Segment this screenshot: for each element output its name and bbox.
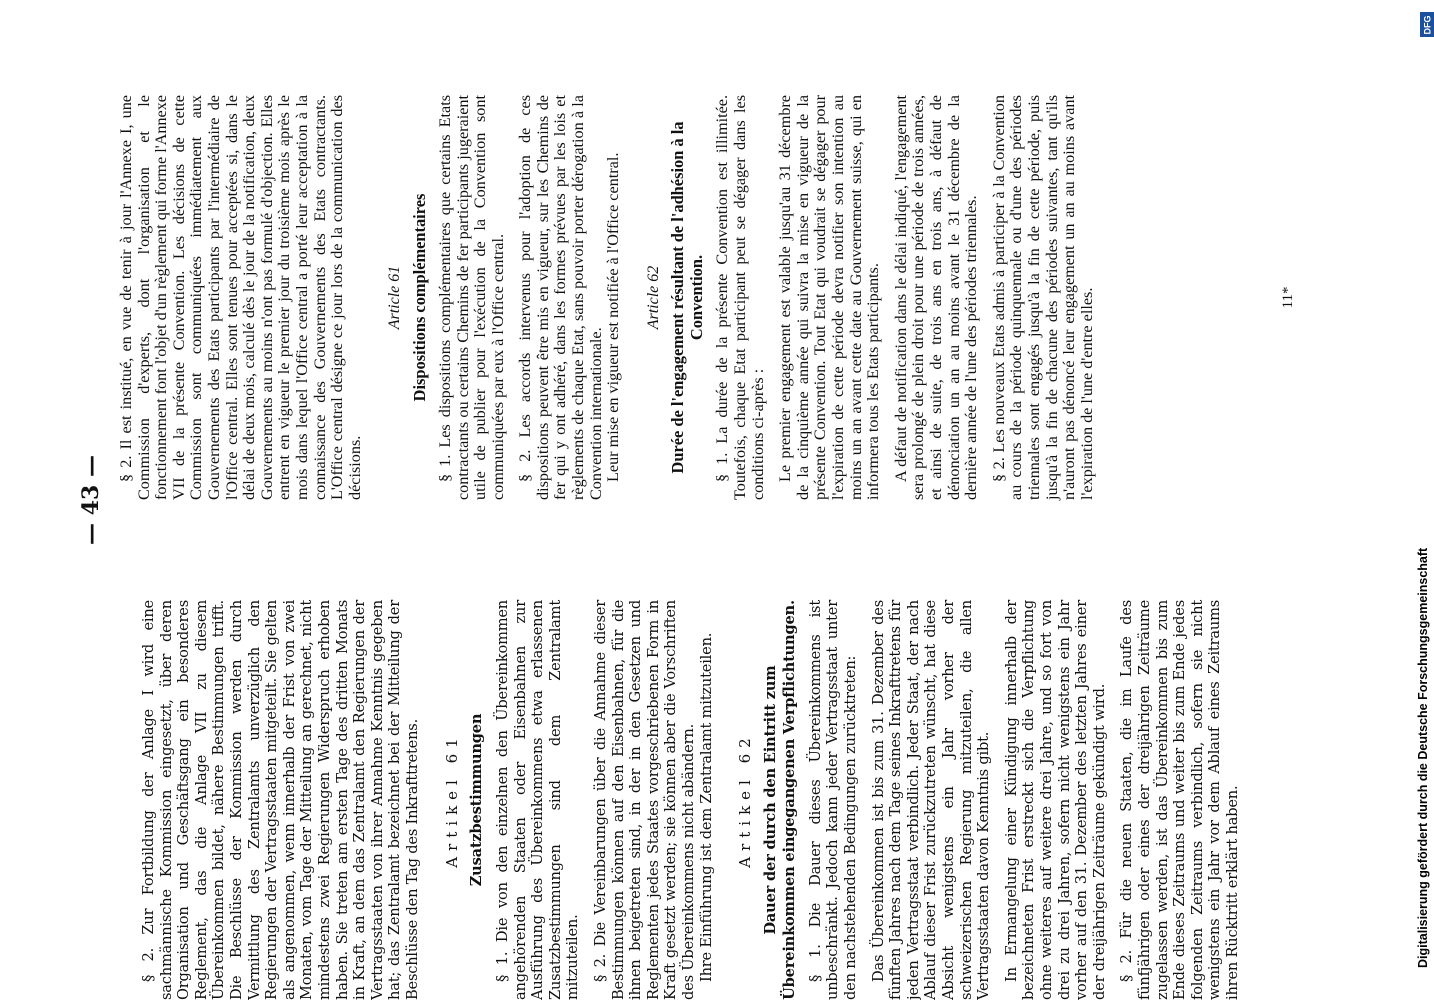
french-article-62-number: Article 62 — [644, 265, 662, 330]
signature-mark: 11* — [1280, 286, 1296, 309]
german-article-62-para-2: Das Übereinkommen ist bis zum 31. Dezember des fünften Jahres nach dem Tage seines Inkrafttretens für jeden Vertragsstaat verbindlich. Jeder Staat, der nach Ablauf dieser Frist zurückzutreten wünscht, hat diese Absicht wenigstens ein Jahr vorher der schweizerischen Regierung mitzuteilen, die allen Vertragsstaaten davon Kenntnis gibt. — [869, 600, 993, 1000]
dfg-logo — [1420, 12, 1434, 37]
german-article-62-number: Artikel 62 — [736, 732, 755, 868]
french-article-62-para-2: Le premier engagement est valable jusqu'au 31 décembre de la cinquième année qui suivra la mise en vigueur de la présente Convention. Tout Etat qui voudrait se dégager pour l'expiration de cette période devra notifier son intention au moins un an avant cette date au Gouvernement suisse, qui en informera tous les Etats participants. — [776, 95, 883, 500]
german-article-62-para-3: In Ermangelung einer Kündigung innerhalb der bezeichneten Frist erstreckt sich die Verpflichtung ohne weiteres auf weitere drei Jahre, und so fort von drei zu drei Jahren, sofern nicht wenigstens ein Jahr vorher auf den 31. Dezember des letzten Jahres einer der dreijährigen Zeiträume gekündigt wird. — [1002, 600, 1108, 1000]
german-article-61-title: Zusatzbestimmungen — [468, 713, 486, 887]
french-article-62-para-3: A défaut de notification dans le délai indiqué, l'engagement sera prolongé de plein droit pour une période de trois années, et ainsi de suite, de trois ans en trois ans, à défaut de dénonciation un an au moins avant le 31 décembre de la dernière année de l'une des périodes triennales. — [891, 95, 981, 500]
french-article-61-number: Article 61 — [386, 265, 404, 330]
french-article-62-para-1: § 1. La durée de la présente Convention est illimitée. Toutefois, chaque Etat participant peut se dégager dans les conditions ci-après : — [713, 95, 767, 500]
french-article-62-title: Durée de l'engagement résultant de l'adhésion à la Convention. — [668, 121, 707, 474]
french-article-61-para-1: § 1. Les dispositions complémentaires que certains Etats contractants ou certains Chemins de fer participants jugeraient utile de publier pour l'exécution de la Convention sont communiquées par eux à l'Office central. — [435, 95, 507, 500]
german-article-62-title: Dauer der durch den Eintritt zum Übereinkommen eingegangenen Verpflichtungen. — [761, 600, 798, 1000]
german-article-62-para-1: § 1. Die Dauer dieses Übereinkommens ist unbeschränkt. Jedoch kann jeder Vertragsstaat unter den nachstehenden Bedingungen zurücktreten: — [806, 600, 859, 1000]
french-article-61-title: Dispositions complémentaires — [409, 193, 429, 402]
dfg-logo-label: DFG — [1422, 15, 1433, 34]
digitization-credit: Digitalisierung gefördert durch die Deutsche Forschungsgemeinschaft — [1416, 547, 1430, 968]
page-number: — 43 — — [78, 455, 104, 545]
german-article-61-para-2: § 2. Die Vereinbarungen über die Annahme dieser Bestimmungen können auf den Eisenbahnen, für die ihnen beigetreten sind, in der in den Gesetzen und Reglementen jedes Staates vorgeschriebenen Form in Kraft gesetzt werden; sie können aber die Vorschriften des Übereinkommens nicht abändern. — [592, 600, 698, 1000]
german-paragraph-2: § 2. Zur Fortbildung der Anlage I wird eine sachmännische Kommission eingesetzt, über deren Organisation und Geschäftsgang ein besonderes Reglement, das die Anlage VII zu diesem Übereinkommen bildet, nähere Bestimmungen trifft. Die Beschlüsse der Kommission werden durch Vermittlung des Zentralamts unverzüglich den Regierungen der Vertragsstaaten mitgeteilt. Sie gelten als angenommen, wenn innerhalb der Frist von zwei Monaten, vom Tage der Mitteilung an gerechnet, nicht mindestens zwei Regierungen Widerspruch erhoben haben. Sie treten am ersten Tage des dritten Monats in Kraft, an dem das Zentralamt den Regierungen der Vertragsstaaten von ihrer Annahme Kenntnis gegeben hat; das Zentralamt bezeichnet bei der Mitteilung der Beschlüsse den Tag des Inkrafttretens. — [140, 600, 421, 1000]
german-article-62-para-4: § 2. Für die neuen Staaten, die im Laufe des fünfjährigen oder eines der dreijährigen Zeiträume zugelassen werden, ist das Übereinkommen bis zum Ende dieses Zeitraums und weiter bis zum Ende jedes folgenden Zeitraums verbindlich, sofern sie nicht wenigstens ein Jahr vor dem Ablauf eines Zeitraums ihren Rücktritt erklärt haben. — [1118, 600, 1241, 1000]
french-article-62-para-4: § 2. Les nouveaux Etats admis à participer à la Convention au cours de la période quinquennale ou d'une des périodes triennales sont engagés jusqu'à la fin de cette période, puis jusqu'à la fin de chacune des périodes suivantes, tant qu'ils n'auront pas dénoncé leur engagement un an au moins avant l'expiration de l'une d'entre elles. — [989, 95, 1096, 500]
french-article-61-para-3: Leur mise en vigueur est notifiée à l'Office central. — [604, 152, 623, 482]
german-article-61-para-3: Ihre Einführung ist dem Zentralamt mitzuteilen. — [697, 632, 715, 982]
french-article-61-para-2: § 2. Les accords intervenus pour l'adoption de ces dispositions peuvent être mis en vigueur, sur les Chemins de fer qui y ont adhéré, dans les formes prévues par les lois et règlements de chaque Etat, sans pouvoir porter dérogation à la Convention internationale. — [516, 95, 605, 500]
german-column — [140, 600, 1241, 1000]
german-article-61-number: Artikel 61 — [442, 732, 461, 868]
german-article-61-para-1: § 1. Die von den einzelnen den Übereinkommen angehörenden Staaten oder Eisenbahnen zur Ausführung des Übereinkommens etwa erlassenen Zusatzbestimmungen sind dem Zentralamt mitzuteilen. — [494, 600, 582, 1000]
french-paragraph-2: § 2. Il est institué, en vue de tenir à jour l'Annexe I, une Commission d'experts, dont l'organisation et le fonctionnement font l'objet d'un règlement qui forme l'Annexe VII de la présente Convention. Les décisions de cette Commission sont communiquées immédiatement aux Gouvernements des Etats participants par l'intermédiaire de l'Office central. Elles sont tenues pour acceptées si, dans le délai de deux mois, calculé dès le jour de la notification, deux Gouvernements au moins n'ont pas formulé d'objection. Elles entrent en vigueur le premier jour du troisième mois après le mois dans lequel l'Office central a porté leur acceptation à la connaissance des Gouvernements des Etats contractants. L'Office central désigne ce jour lors de la communication des décisions. — [117, 95, 364, 500]
french-column — [118, 95, 1096, 500]
